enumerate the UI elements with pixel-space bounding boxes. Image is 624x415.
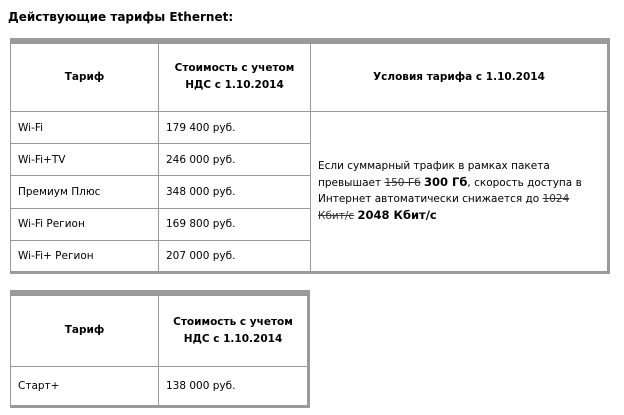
column-header-price: Стоимость с учетом НДС с 1.10.2014 [159,293,309,366]
conditions-text-1: Если суммарный трафик в рамках пакета превышает [318,160,550,190]
tariff-price: 246 000 руб. [159,144,311,176]
tariff-price: 179 400 руб. [159,111,311,143]
table-header-row [11,41,609,111]
tariffs-table [10,38,610,274]
old-speed: 1024 Кбит/с [318,193,570,223]
start-tariff-table [10,290,310,408]
table-header-row [11,293,309,366]
page-heading: Действующие тарифы Ethernet: [8,10,234,24]
old-traffic-volume: 150 Гб [384,177,421,190]
tariff-name: Wi-Fi+TV [11,144,159,176]
tariff-name: Wi-Fi [11,111,159,143]
column-header-tariff: Тариф [11,293,159,366]
tariff-conditions [311,111,609,272]
conditions-text-2: , скорость доступа в Интернет автоматически снижается до [318,177,582,206]
column-header-conditions: Условия тарифа с 1.10.2014 [311,41,609,111]
column-header-tariff: Тариф [11,41,159,111]
tariff-price: 169 800 руб. [159,208,311,240]
tariff-price: 138 000 руб. [159,366,309,406]
column-header-price: Стоимость с учетом НДС с 1.10.2014 [159,41,311,111]
tariff-price: 348 000 руб. [159,176,311,208]
tariff-name: Премиум Плюс [11,176,159,208]
tariff-price: 207 000 руб. [159,240,311,272]
tariff-name: Старт+ [11,366,159,406]
table-row [11,111,609,143]
new-traffic-volume: 300 Гб [424,175,468,190]
tariff-name: Wi-Fi+ Регион [11,240,159,272]
tariff-name: Wi-Fi Регион [11,208,159,240]
table-row [11,366,309,406]
new-speed: 2048 Кбит/с [357,208,437,223]
